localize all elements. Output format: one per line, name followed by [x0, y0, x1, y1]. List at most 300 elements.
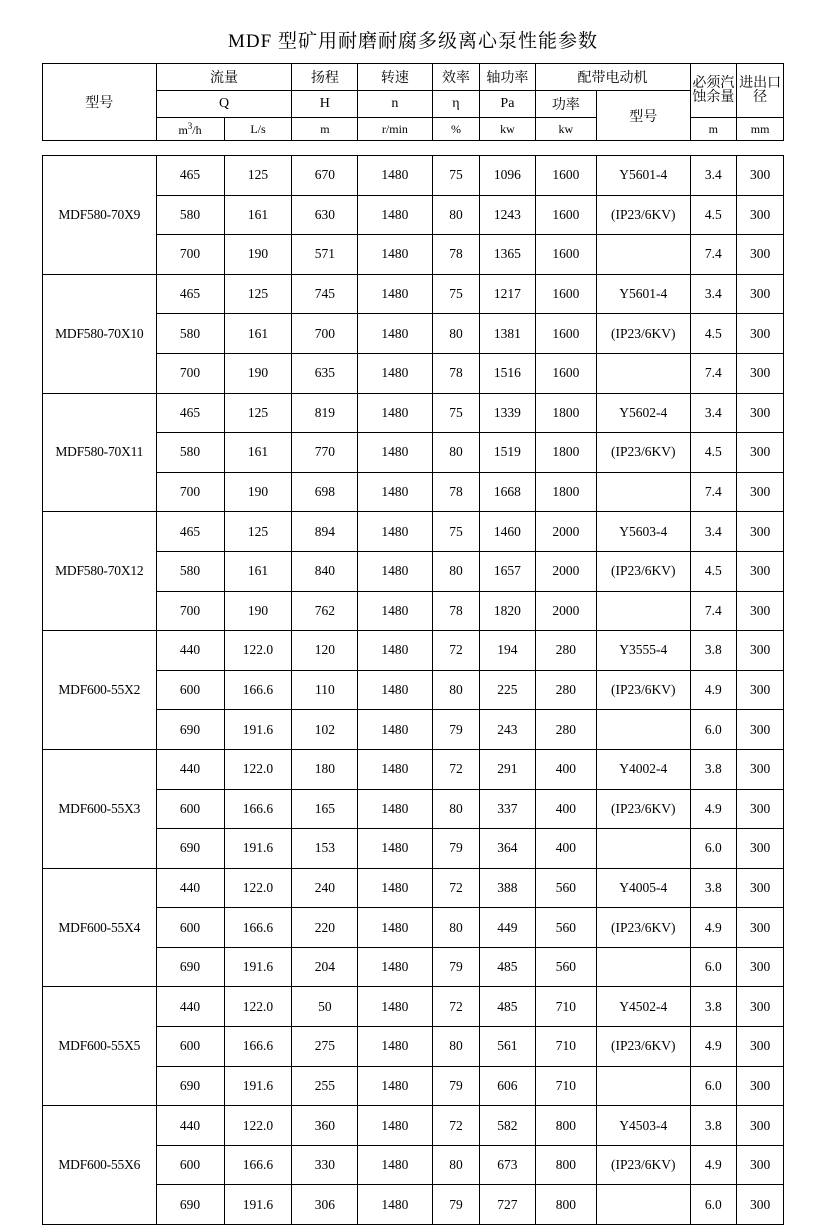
cell-npsh: 7.4: [690, 472, 737, 512]
header-flow-unit-1: $m^3/h$: [156, 118, 224, 141]
cell-dia: 300: [737, 314, 784, 354]
cell-h: 204: [292, 947, 358, 987]
cell-q_ls: 191.6: [224, 710, 292, 750]
header-speed-unit: r/min: [358, 118, 432, 141]
cell-q_m3h: 690: [156, 1185, 224, 1225]
cell-pa: 606: [480, 1066, 535, 1106]
cell-eta: 80: [432, 433, 480, 473]
cell-pa: 364: [480, 829, 535, 869]
cell-motor-model: Y4503-4: [597, 1106, 690, 1146]
cell-npsh: 7.4: [690, 591, 737, 631]
header-head-symbol: H: [292, 91, 358, 118]
cell-dia: 300: [737, 749, 784, 789]
cell-motor-empty: [597, 235, 690, 275]
cell-h: 819: [292, 393, 358, 433]
cell-motor-empty: [597, 710, 690, 750]
cell-h: 240: [292, 868, 358, 908]
cell-q_m3h: 580: [156, 551, 224, 591]
cell-dia: 300: [737, 631, 784, 671]
cell-model: MDF600-55X4: [43, 868, 157, 987]
cell-npsh: 7.4: [690, 235, 737, 275]
table-row: [43, 512, 784, 552]
cell-n: 1480: [358, 314, 432, 354]
cell-n: 1480: [358, 274, 432, 314]
page-title: MDF 型矿用耐磨耐腐多级离心泵性能参数: [228, 31, 598, 52]
cell-motor-spec: (IP23/6KV): [597, 908, 690, 948]
cell-pw: 2000: [535, 551, 597, 591]
cell-npsh: 6.0: [690, 710, 737, 750]
cell-eta: 80: [432, 551, 480, 591]
cell-dia: 300: [737, 433, 784, 473]
cell-q_m3h: 465: [156, 274, 224, 314]
cell-pw: 710: [535, 987, 597, 1027]
cell-pw: 280: [535, 631, 597, 671]
cell-pa: 727: [480, 1185, 535, 1225]
cell-eta: 72: [432, 631, 480, 671]
cell-npsh: 3.4: [690, 512, 737, 552]
cell-n: 1480: [358, 195, 432, 235]
cell-eta: 75: [432, 274, 480, 314]
cell-pa: 1820: [480, 591, 535, 631]
cell-q_ls: 125: [224, 156, 292, 196]
cell-eta: 79: [432, 1066, 480, 1106]
cell-npsh: 6.0: [690, 947, 737, 987]
cell-motor-model: Y3555-4: [597, 631, 690, 671]
cell-motor-model: Y5601-4: [597, 156, 690, 196]
cell-pa: 485: [480, 987, 535, 1027]
cell-q_ls: 122.0: [224, 868, 292, 908]
cell-q_ls: 122.0: [224, 1106, 292, 1146]
cell-q_ls: 191.6: [224, 1185, 292, 1225]
cell-dia: 300: [737, 393, 784, 433]
cell-h: 275: [292, 1027, 358, 1067]
header-speed-symbol: n: [358, 91, 432, 118]
cell-npsh: 3.4: [690, 274, 737, 314]
cell-pw: 1600: [535, 314, 597, 354]
header-motor-power-unit: kw: [535, 118, 597, 141]
cell-dia: 300: [737, 274, 784, 314]
header-motor-power-symbol: 功率: [535, 91, 597, 118]
cell-pw: 710: [535, 1027, 597, 1067]
cell-q_m3h: 600: [156, 1145, 224, 1185]
cell-motor-model: Y4002-4: [597, 749, 690, 789]
cell-n: 1480: [358, 1106, 432, 1146]
cell-npsh: 4.5: [690, 195, 737, 235]
cell-dia: 300: [737, 156, 784, 196]
cell-npsh: 3.8: [690, 1106, 737, 1146]
cell-pa: 1516: [480, 353, 535, 393]
cell-q_m3h: 580: [156, 195, 224, 235]
header-head: 扬程: [292, 64, 358, 91]
cell-n: 1480: [358, 987, 432, 1027]
cell-pw: 1600: [535, 156, 597, 196]
cell-motor-spec: (IP23/6KV): [597, 670, 690, 710]
cell-eta: 80: [432, 314, 480, 354]
cell-q_ls: 161: [224, 433, 292, 473]
cell-motor-model: Y4005-4: [597, 868, 690, 908]
cell-eta: 78: [432, 353, 480, 393]
cell-n: 1480: [358, 512, 432, 552]
cell-motor-spec: (IP23/6KV): [597, 551, 690, 591]
cell-dia: 300: [737, 1066, 784, 1106]
cell-pw: 2000: [535, 591, 597, 631]
cell-q_ls: 190: [224, 353, 292, 393]
cell-pa: 1243: [480, 195, 535, 235]
cell-eta: 79: [432, 1185, 480, 1225]
cell-q_m3h: 700: [156, 235, 224, 275]
cell-motor-spec: (IP23/6KV): [597, 433, 690, 473]
cell-pa: 1519: [480, 433, 535, 473]
cell-motor-empty: [597, 829, 690, 869]
cell-dia: 300: [737, 235, 784, 275]
cell-npsh: 4.9: [690, 670, 737, 710]
cell-h: 50: [292, 987, 358, 1027]
cell-motor-empty: [597, 1185, 690, 1225]
header-efficiency-unit: %: [432, 118, 480, 141]
cell-q_m3h: 600: [156, 908, 224, 948]
cell-model: MDF600-55X5: [43, 987, 157, 1106]
cell-q_m3h: 465: [156, 512, 224, 552]
cell-q_m3h: 600: [156, 670, 224, 710]
cell-q_m3h: 690: [156, 829, 224, 869]
header-shaft-unit: kw: [480, 118, 535, 141]
table-row: [43, 749, 784, 789]
cell-pw: 710: [535, 1066, 597, 1106]
cell-eta: 75: [432, 512, 480, 552]
cell-q_ls: 125: [224, 274, 292, 314]
cell-npsh: 6.0: [690, 1066, 737, 1106]
cell-motor-spec: (IP23/6KV): [597, 1027, 690, 1067]
cell-h: 120: [292, 631, 358, 671]
cell-eta: 78: [432, 235, 480, 275]
cell-q_m3h: 690: [156, 710, 224, 750]
cell-q_ls: 122.0: [224, 987, 292, 1027]
cell-h: 110: [292, 670, 358, 710]
cell-dia: 300: [737, 1106, 784, 1146]
header-efficiency: 效率: [432, 64, 480, 91]
cell-npsh: 6.0: [690, 829, 737, 869]
cell-q_ls: 191.6: [224, 947, 292, 987]
cell-npsh: 3.8: [690, 868, 737, 908]
cell-q_ls: 161: [224, 314, 292, 354]
header-npsh-unit: m: [690, 118, 737, 141]
cell-n: 1480: [358, 235, 432, 275]
cell-pa: 243: [480, 710, 535, 750]
header-flow-symbol: Q: [156, 91, 292, 118]
cell-npsh: 3.8: [690, 631, 737, 671]
header-row-1: [43, 64, 784, 91]
cell-h: 153: [292, 829, 358, 869]
header-motor: 配带电动机: [535, 64, 690, 91]
cell-eta: 72: [432, 868, 480, 908]
cell-pw: 560: [535, 947, 597, 987]
cell-eta: 80: [432, 195, 480, 235]
cell-q_m3h: 700: [156, 591, 224, 631]
cell-pw: 1600: [535, 274, 597, 314]
table-row: [43, 868, 784, 908]
header-diameter: 进出口径: [737, 64, 784, 118]
cell-pa: 582: [480, 1106, 535, 1146]
cell-npsh: 4.5: [690, 551, 737, 591]
cell-eta: 75: [432, 156, 480, 196]
cell-dia: 300: [737, 710, 784, 750]
cell-npsh: 4.5: [690, 433, 737, 473]
cell-pw: 800: [535, 1106, 597, 1146]
cell-n: 1480: [358, 1066, 432, 1106]
cell-q_ls: 161: [224, 551, 292, 591]
cell-q_ls: 191.6: [224, 829, 292, 869]
cell-pa: 1217: [480, 274, 535, 314]
cell-q_ls: 166.6: [224, 670, 292, 710]
cell-eta: 78: [432, 591, 480, 631]
header-efficiency-symbol: η: [432, 91, 480, 118]
table-row: [43, 1106, 784, 1146]
cell-q_ls: 166.6: [224, 1027, 292, 1067]
cell-dia: 300: [737, 908, 784, 948]
cell-h: 360: [292, 1106, 358, 1146]
cell-motor-spec: (IP23/6KV): [597, 314, 690, 354]
cell-eta: 72: [432, 1106, 480, 1146]
cell-q_ls: 125: [224, 512, 292, 552]
cell-dia: 300: [737, 1027, 784, 1067]
cell-q_m3h: 600: [156, 789, 224, 829]
header-head-unit: m: [292, 118, 358, 141]
cell-q_m3h: 580: [156, 433, 224, 473]
header-npsh: 必须汽蚀余量: [690, 64, 737, 118]
cell-q_m3h: 690: [156, 947, 224, 987]
cell-n: 1480: [358, 1027, 432, 1067]
cell-q_ls: 122.0: [224, 631, 292, 671]
header-diameter-unit: mm: [737, 118, 784, 141]
cell-h: 102: [292, 710, 358, 750]
cell-npsh: 4.5: [690, 314, 737, 354]
cell-pa: 485: [480, 947, 535, 987]
cell-dia: 300: [737, 551, 784, 591]
cell-pa: 1460: [480, 512, 535, 552]
cell-motor-empty: [597, 591, 690, 631]
cell-q_m3h: 440: [156, 987, 224, 1027]
cell-h: 255: [292, 1066, 358, 1106]
cell-h: 770: [292, 433, 358, 473]
cell-motor-spec: (IP23/6KV): [597, 789, 690, 829]
cell-pw: 1800: [535, 433, 597, 473]
cell-npsh: 3.4: [690, 393, 737, 433]
cell-eta: 72: [432, 987, 480, 1027]
cell-pa: 1096: [480, 156, 535, 196]
cell-eta: 79: [432, 829, 480, 869]
cell-n: 1480: [358, 868, 432, 908]
cell-q_ls: 166.6: [224, 908, 292, 948]
cell-model: MDF580-70X11: [43, 393, 157, 512]
cell-pa: 1657: [480, 551, 535, 591]
cell-q_ls: 161: [224, 195, 292, 235]
header-model: 型号: [43, 64, 157, 141]
cell-dia: 300: [737, 947, 784, 987]
cell-eta: 78: [432, 472, 480, 512]
cell-q_m3h: 580: [156, 314, 224, 354]
cell-pw: 1600: [535, 195, 597, 235]
cell-n: 1480: [358, 551, 432, 591]
cell-q_m3h: 440: [156, 631, 224, 671]
cell-n: 1480: [358, 1145, 432, 1185]
table-row: [43, 393, 784, 433]
cell-q_ls: 125: [224, 393, 292, 433]
cell-pa: 1365: [480, 235, 535, 275]
cell-pw: 280: [535, 670, 597, 710]
cell-q_m3h: 700: [156, 472, 224, 512]
cell-q_m3h: 440: [156, 749, 224, 789]
cell-eta: 72: [432, 749, 480, 789]
cell-eta: 80: [432, 670, 480, 710]
cell-pw: 1800: [535, 472, 597, 512]
cell-n: 1480: [358, 591, 432, 631]
cell-pw: 1600: [535, 353, 597, 393]
cell-eta: 75: [432, 393, 480, 433]
cell-pa: 1339: [480, 393, 535, 433]
cell-motor-model: Y5602-4: [597, 393, 690, 433]
header-speed: 转速: [358, 64, 432, 91]
cell-q_m3h: 465: [156, 156, 224, 196]
cell-h: 180: [292, 749, 358, 789]
table-row: [43, 631, 784, 671]
table-row: [43, 156, 784, 196]
cell-pw: 280: [535, 710, 597, 750]
cell-dia: 300: [737, 1185, 784, 1225]
cell-pa: 291: [480, 749, 535, 789]
cell-h: 635: [292, 353, 358, 393]
cell-dia: 300: [737, 987, 784, 1027]
cell-h: 571: [292, 235, 358, 275]
header-motor-model-symbol: 型号: [597, 91, 690, 141]
cell-q_ls: 166.6: [224, 1145, 292, 1185]
cell-eta: 80: [432, 908, 480, 948]
cell-h: 698: [292, 472, 358, 512]
cell-n: 1480: [358, 433, 432, 473]
cell-model: MDF600-55X3: [43, 749, 157, 868]
cell-npsh: 4.9: [690, 908, 737, 948]
cell-motor-model: Y5601-4: [597, 274, 690, 314]
cell-h: 700: [292, 314, 358, 354]
cell-pw: 800: [535, 1145, 597, 1185]
cell-n: 1480: [358, 670, 432, 710]
cell-pw: 560: [535, 868, 597, 908]
cell-n: 1480: [358, 1185, 432, 1225]
cell-pw: 800: [535, 1185, 597, 1225]
header-shaft-power: 轴功率: [480, 64, 535, 91]
cell-pa: 449: [480, 908, 535, 948]
data-table: [42, 155, 784, 1225]
cell-motor-model: Y5603-4: [597, 512, 690, 552]
cell-npsh: 4.9: [690, 1027, 737, 1067]
header-flow: 流量: [156, 64, 292, 91]
cell-motor-empty: [597, 353, 690, 393]
header-shaft-symbol: Pa: [480, 91, 535, 118]
cell-q_ls: 190: [224, 235, 292, 275]
cell-motor-empty: [597, 472, 690, 512]
cell-q_m3h: 690: [156, 1066, 224, 1106]
cell-dia: 300: [737, 353, 784, 393]
cell-eta: 80: [432, 789, 480, 829]
cell-model: MDF600-55X2: [43, 631, 157, 750]
cell-dia: 300: [737, 512, 784, 552]
cell-n: 1480: [358, 749, 432, 789]
cell-h: 165: [292, 789, 358, 829]
cell-pa: 337: [480, 789, 535, 829]
cell-dia: 300: [737, 591, 784, 631]
cell-n: 1480: [358, 789, 432, 829]
cell-pa: 194: [480, 631, 535, 671]
cell-h: 306: [292, 1185, 358, 1225]
cell-npsh: 4.9: [690, 1145, 737, 1185]
cell-q_ls: 191.6: [224, 1066, 292, 1106]
cell-eta: 79: [432, 710, 480, 750]
cell-h: 745: [292, 274, 358, 314]
cell-q_m3h: 440: [156, 1106, 224, 1146]
cell-motor-empty: [597, 1066, 690, 1106]
cell-n: 1480: [358, 353, 432, 393]
cell-n: 1480: [358, 472, 432, 512]
cell-model: MDF580-70X9: [43, 156, 157, 275]
cell-n: 1480: [358, 710, 432, 750]
cell-npsh: 3.8: [690, 987, 737, 1027]
cell-eta: 80: [432, 1027, 480, 1067]
cell-q_m3h: 465: [156, 393, 224, 433]
cell-motor-empty: [597, 947, 690, 987]
cell-q_ls: 166.6: [224, 789, 292, 829]
cell-pw: 400: [535, 829, 597, 869]
cell-pa: 225: [480, 670, 535, 710]
table-row: [43, 274, 784, 314]
cell-model: MDF580-70X12: [43, 512, 157, 631]
cell-npsh: 6.0: [690, 1185, 737, 1225]
cell-n: 1480: [358, 631, 432, 671]
cell-q_m3h: 700: [156, 353, 224, 393]
cell-n: 1480: [358, 947, 432, 987]
header-body-gap: [42, 141, 784, 155]
header-table: [42, 63, 784, 141]
cell-q_m3h: 600: [156, 1027, 224, 1067]
header-flow-unit-2: L/s: [224, 118, 292, 141]
cell-h: 840: [292, 551, 358, 591]
cell-dia: 300: [737, 472, 784, 512]
cell-pw: 560: [535, 908, 597, 948]
cell-pw: 2000: [535, 512, 597, 552]
cell-n: 1480: [358, 393, 432, 433]
cell-q_m3h: 440: [156, 868, 224, 908]
cell-h: 330: [292, 1145, 358, 1185]
cell-q_ls: 190: [224, 472, 292, 512]
cell-h: 762: [292, 591, 358, 631]
table-row: [43, 987, 784, 1027]
cell-eta: 80: [432, 1145, 480, 1185]
cell-pa: 561: [480, 1027, 535, 1067]
cell-eta: 79: [432, 947, 480, 987]
cell-dia: 300: [737, 868, 784, 908]
cell-q_ls: 190: [224, 591, 292, 631]
cell-dia: 300: [737, 670, 784, 710]
cell-model: MDF580-70X10: [43, 274, 157, 393]
cell-pw: 400: [535, 789, 597, 829]
cell-dia: 300: [737, 829, 784, 869]
cell-npsh: 4.9: [690, 789, 737, 829]
cell-pa: 1381: [480, 314, 535, 354]
cell-pa: 1668: [480, 472, 535, 512]
cell-h: 894: [292, 512, 358, 552]
cell-h: 670: [292, 156, 358, 196]
cell-n: 1480: [358, 156, 432, 196]
cell-n: 1480: [358, 829, 432, 869]
cell-q_ls: 122.0: [224, 749, 292, 789]
